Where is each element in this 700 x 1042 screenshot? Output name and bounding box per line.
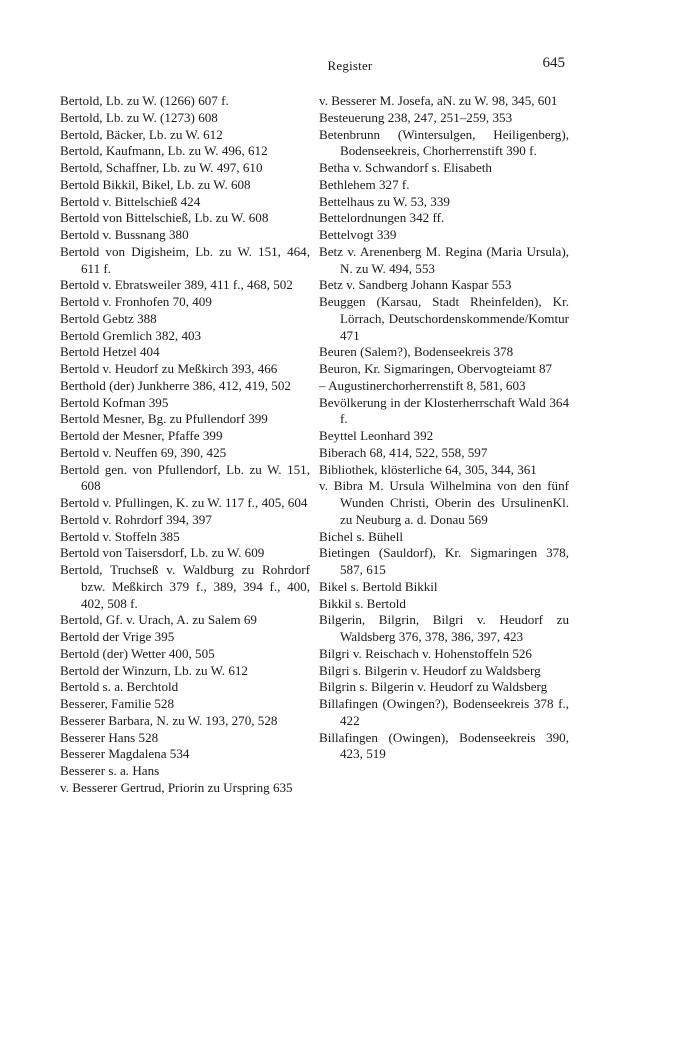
index-entry: Bertold v. Fronhofen 70, 409 (60, 294, 212, 309)
index-entry: Bertold Hetzel 404 (60, 344, 160, 360)
index-entry: Bertold v. Bussnang 380 (60, 227, 189, 242)
index-entry: Bertold s. a. Berchtold (60, 679, 179, 695)
index-entry: Bilgrin s. Bilgerin v. Heudorf zu Waldsberg (319, 679, 548, 695)
index-entry: Bertold v. Stoffeln 385 (60, 528, 180, 544)
index-entry: – Augustinerchorherrenstift 8, 581, 603 (319, 377, 526, 393)
index-entry: Beuggen (Karsau, Stadt Rheinfelden), Kr. Lörrach, Deutschordenskommende/Komtur 471 (319, 294, 569, 343)
index-entry: Bertold v. Rohrdorf 394, 397 (60, 511, 212, 527)
index-entry: Bertold Gremlich 382, 403 (60, 327, 202, 343)
index-entry: Bietingen (Sauldorf), Kr. Sigmaringen 378, 587, 615 (319, 545, 569, 577)
index-entry: Bilgerin, Bilgrin, Bilgri v. Heudorf zu Waldsberg 376, 378, 386, 397, 423 (319, 612, 569, 644)
index-entry: Bertold von Bittelschieß, Lb. zu W. 608 (60, 210, 269, 226)
index-entry: Betenbrunn (Wintersulgen, Heiligenberg), Bodenseekreis, Chorherrenstift 390 f. (319, 126, 569, 159)
index-entry: Bertold gen. von Pfullendorf, Lb. zu W. 151, 608 (60, 461, 310, 494)
index-entry: Bertold, Schaffner, Lb. zu W. 497, 610 (60, 160, 263, 175)
index-entry: Besserer Magdalena 534 (60, 746, 190, 762)
index-entry: Berthold (der) Junkherre 386, 412, 419, 502 (60, 377, 291, 393)
index-entry: Bertold, Bäcker, Lb. zu W. 612 (60, 126, 223, 142)
index-entry: Bertold von Digisheim, Lb. zu W. 151, 464, 611 f. (60, 243, 310, 276)
index-entry: Beuron, Kr. Sigmaringen, Obervogteiamt 87 (319, 361, 553, 376)
index-entry: Bertold Kofman 395 (60, 394, 169, 410)
index-entry: Beyttel Leonhard 392 (319, 428, 434, 443)
index-entry: Bertold der Mesner, Pfaffe 399 (60, 428, 223, 443)
page-number: 645 (542, 55, 565, 71)
index-entry: Bertold v. Ebratsweiler 389, 411 f., 468, 502 (60, 277, 293, 293)
index-entry: Bertold von Taisersdorf, Lb. zu W. 609 (60, 545, 265, 561)
running-head: Register (327, 58, 373, 73)
index-entry: Bikkil s. Bertold (319, 595, 406, 611)
index-entry: v. Besserer Gertrud, Priorin zu Urspring 635 (60, 779, 293, 795)
index-column-right (319, 93, 569, 763)
index-entry: Bertold, Truchseß v. Waldburg zu Rohrdorf bzw. Meßkirch 379 f., 389, 394 f., 400, 402, 508 f. (60, 562, 310, 611)
index-entry: Bertold der Winzurn, Lb. zu W. 612 (60, 662, 248, 678)
index-entry: Bilgri v. Reischach v. Hohenstoffeln 526 (319, 645, 532, 661)
index-entry: Billafingen (Owingen), Bodenseekreis 390, 423, 519 (319, 729, 569, 762)
index-entry: Bertold v. Heudorf zu Meßkirch 393, 466 (60, 361, 278, 376)
index-entry: Bertold v. Pfullingen, K. zu W. 117 f., 405, 604 (60, 495, 308, 510)
index-entry: Bertold v. Bittelschieß 424 (60, 193, 201, 209)
index-entry: Bertold (der) Wetter 400, 505 (60, 645, 215, 661)
index-entry: Bertold, Lb. zu W. (1266) 607 f. (60, 93, 229, 108)
index-entry: Bikel s. Bertold Bikkil (319, 578, 438, 594)
index-entry: Besserer Barbara, N. zu W. 193, 270, 528 (60, 712, 278, 728)
index-entry: Bertold Bikkil, Bikel, Lb. zu W. 608 (60, 176, 251, 192)
index-entry: Besserer, Familie 528 (60, 696, 175, 711)
index-entry: Bettelordnungen 342 ff. (319, 210, 445, 226)
index-entry: Bertold, Lb. zu W. (1273) 608 (60, 109, 218, 125)
index-entry: Betha v. Schwandorf s. Elisabeth (319, 160, 492, 175)
index-entry: Betz v. Sandberg Johann Kaspar 553 (319, 277, 512, 293)
index-entry: Betz v. Arenenberg M. Regina (Maria Ursula), N. zu W. 494, 553 (319, 243, 569, 276)
index-entry: Bethlehem 327 f. (319, 176, 410, 192)
index-entry: Beuren (Salem?), Bodenseekreis 378 (319, 344, 514, 360)
index-entry: v. Bibra M. Ursula Wilhelmina von den fünf Wunden Christi, Oberin des UrsulinenKl. zu Neuburg a. d. Donau 569 (319, 478, 569, 527)
index-entry: Besserer s. a. Hans (60, 763, 160, 778)
index-entry: Bertold v. Neuffen 69, 390, 425 (60, 444, 227, 460)
index-entry: Bichel s. Bühell (319, 528, 404, 544)
index-entry: Bertold der Vrige 395 (60, 629, 175, 644)
index-entry: Billafingen (Owingen?), Bodenseekreis 378 f., 422 (319, 696, 569, 728)
index-entry: Bevölkerung in der Klosterherrschaft Wald 364 f. (319, 394, 569, 427)
index-entry: Bettelvogt 339 (319, 227, 397, 242)
index-entry: Bertold, Gf. v. Urach, A. zu Salem 69 (60, 612, 257, 628)
index-entry: Biberach 68, 414, 522, 558, 597 (319, 444, 488, 460)
index-entry: Bertold Gebtz 388 (60, 310, 157, 326)
index-entry: v. Besserer M. Josefa, aN. zu W. 98, 345, 601 (319, 93, 558, 108)
index-entry: Bilgri s. Bilgerin v. Heudorf zu Waldsberg (319, 662, 541, 678)
index-entry: Bertold Mesner, Bg. zu Pfullendorf 399 (60, 411, 268, 427)
index-entry: Besteuerung 238, 247, 251–259, 353 (319, 109, 513, 125)
index-entry: Bibliothek, klösterliche 64, 305, 344, 361 (319, 461, 537, 477)
index-column-left (60, 93, 310, 797)
index-entry: Bettelhaus zu W. 53, 339 (319, 193, 450, 209)
index-entry: Besserer Hans 528 (60, 729, 159, 745)
index-entry: Bertold, Kaufmann, Lb. zu W. 496, 612 (60, 143, 268, 159)
